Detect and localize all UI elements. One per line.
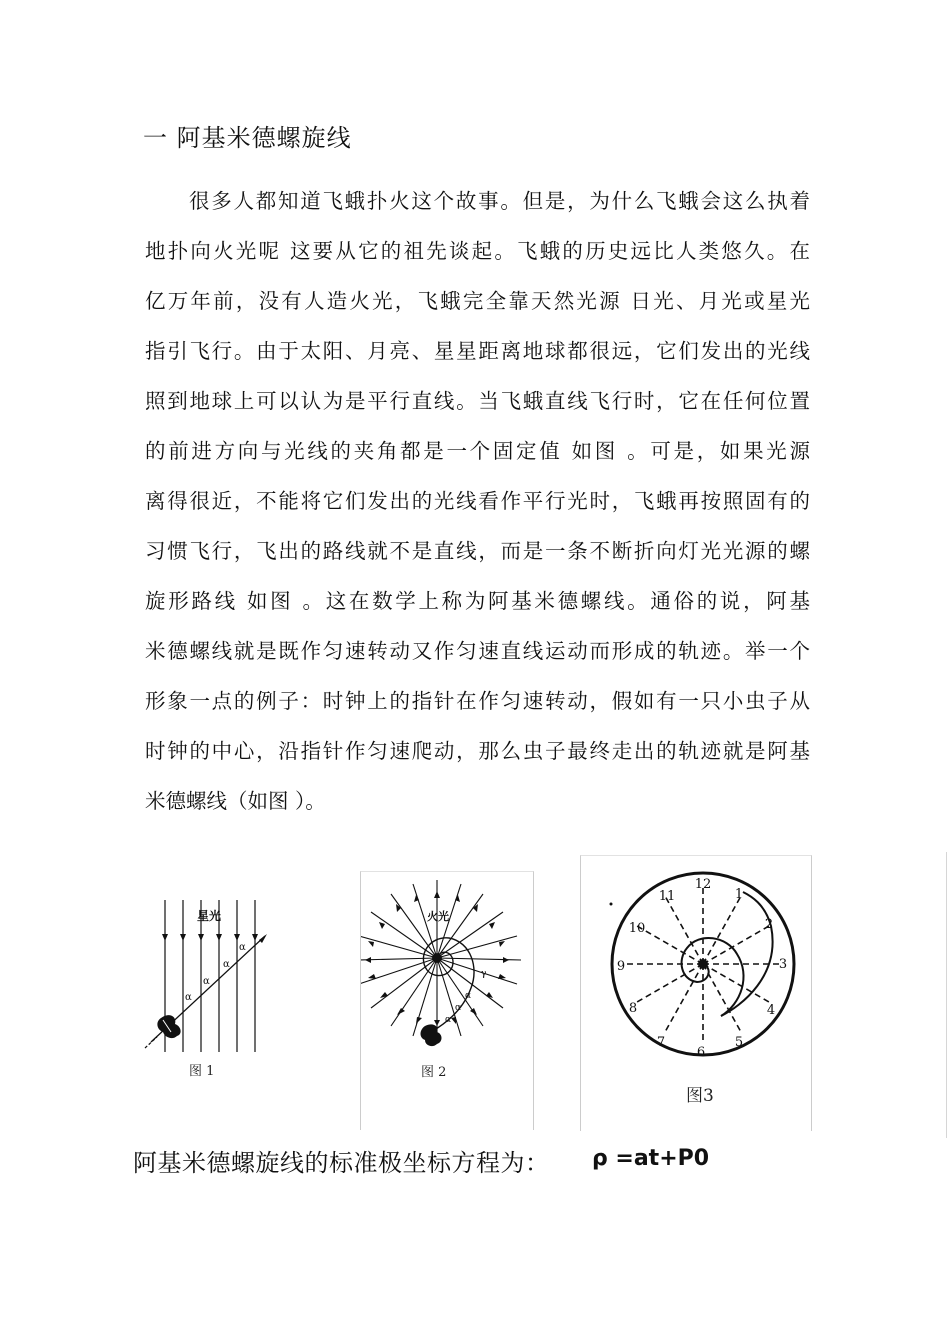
paragraph-line: 旋形路线 如图 。这在数学上称为阿基米德螺线。通俗的说，阿基 [145, 589, 810, 613]
paragraph-line: 时钟的中心，沿指针作匀速爬动，那么虫子最终走出的轨迹就是阿基 [145, 739, 810, 763]
equation-label: 阿基米德螺旋线的标准极坐标方程为： [133, 1149, 550, 1177]
paragraph-line: 形象一点的例子：时钟上的指针在作匀速转动，假如有一只小虫子从 [145, 689, 810, 713]
radial-light-diagram [361, 872, 533, 1130]
clock-number: 8 [628, 1001, 638, 1016]
figure-2-caption: 图 2 [421, 1065, 447, 1080]
paragraph-line: 离得很近，不能将它们发出的光线看作平行光时，飞蛾再按照固有的 [145, 489, 810, 513]
paragraph-line: 照到地球上可以认为是平行直线。当飞蛾直线飞行时，它在任何位置 [145, 389, 810, 413]
clock-center [698, 959, 708, 969]
equation-formula: ρ =at+P0 [592, 1146, 710, 1171]
angle-label: α [239, 942, 246, 953]
clock-number: 5 [734, 1035, 744, 1050]
firelight-label: 火光 [427, 910, 449, 923]
angle-label: α [185, 992, 192, 1003]
clock-number: 3 [778, 957, 788, 972]
starlight-label: 星光 [197, 909, 222, 923]
clock-number: 10 [628, 921, 646, 936]
angle-label: α [203, 976, 210, 987]
clock-number: 12 [694, 877, 712, 892]
paragraph-line: 米德螺线就是既作匀速转动又作匀速直线运动而形成的轨迹。举一个 [145, 639, 810, 663]
paragraph-line: 亿万年前，没有人造火光，飞蛾完全靠天然光源 日光、月光或星光 [145, 289, 810, 313]
clock-number: 2 [764, 917, 774, 932]
clock-number: 9 [616, 959, 626, 974]
clock-number: 7 [656, 1035, 666, 1050]
clock-number: 1 [734, 887, 744, 902]
figure-3-caption: 图3 [686, 1086, 714, 1106]
angle-label: α [223, 959, 230, 970]
paragraph-line: 的前进方向与光线的夹角都是一个固定值 如图 。可是，如果光源 [145, 439, 810, 463]
angle-label: α [465, 991, 472, 1001]
figure-2 [360, 871, 534, 1130]
clock-number: 6 [696, 1045, 706, 1060]
paragraph-line: 很多人都知道飞蛾扑火这个故事。但是，为什么飞蛾会这么执着 [189, 189, 810, 213]
figure-1 [143, 880, 273, 1090]
flight-arrowhead [259, 934, 267, 943]
light-source [432, 953, 442, 963]
figure-1-caption: 图 1 [189, 1064, 215, 1079]
body-paragraph [145, 183, 810, 833]
ray-arrowheads [162, 934, 258, 941]
paragraph-line: 指引飞行。由于太阳、月亮、星星距离地球都很远，它们发出的光线 [145, 339, 810, 363]
clock-number: 4 [766, 1003, 776, 1018]
parallel-light-diagram [143, 880, 273, 1090]
gamma-label: γ [481, 969, 487, 979]
section-heading: 一 阿基米德螺旋线 [143, 124, 352, 152]
clock-number: 11 [658, 889, 676, 904]
paragraph-line: 米德螺线（如图 ）。 [145, 789, 326, 813]
figure-3 [580, 855, 812, 1131]
spiral-path [682, 938, 744, 1016]
page-edge-divider [946, 852, 947, 1138]
angle-label: α [455, 1003, 462, 1013]
paragraph-line: 地扑向火光呢 这要从它的祖先谈起。飞蛾的历史远比人类悠久。在 [145, 239, 810, 263]
paragraph-line: 习惯飞行，飞出的路线就不是直线，而是一条不断折向灯光光源的螺 [145, 539, 810, 563]
angle-label: α [445, 1015, 452, 1025]
